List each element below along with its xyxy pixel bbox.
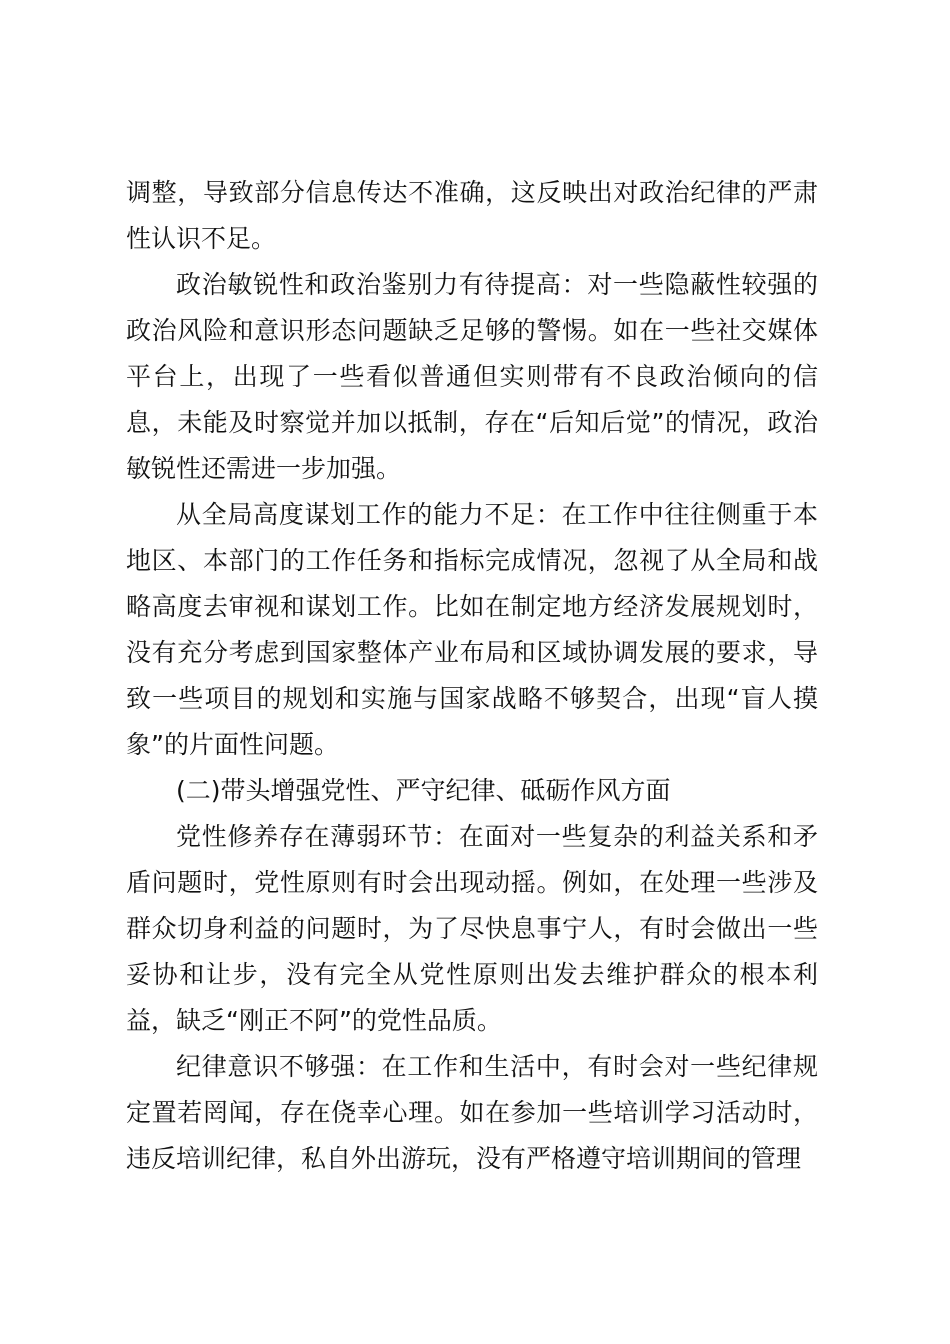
section-heading: (二)带头增强党性、严守纪律、砥砺作风方面	[176, 776, 671, 805]
document-body	[126, 170, 818, 1182]
paragraph-continuation: 调整，导致部分信息传达不准确，这反映出对政治纪律的严肃性认识不足。	[126, 178, 818, 253]
paragraph-overall-planning: 从全局高度谋划工作的能力不足：在工作中往往侧重于本地区、本部门的工作任务和指标完成情况，忽视了从全局和战略高度去审视和谋划工作。比如在制定地方经济发展规划时，没有充分考虑到国家整体产业布局和区域协调发展的要求，导致一些项目的规划和实施与国家战略不够契合，出现“盲人摸象”的片面性问题。	[126, 500, 818, 759]
paragraph-discipline: 纪律意识不够强：在工作和生活中，有时会对一些纪律规定置若罔闻，存在侥幸心理。如在参加一些培训学习活动时，违反培训纪律，私自外出游玩，没有严格遵守培训期间的管理	[126, 1052, 818, 1173]
paragraph-political-sensitivity: 政治敏锐性和政治鉴别力有待提高：对一些隐蔽性较强的政治风险和意识形态问题缺乏足够的警惕。如在一些社交媒体平台上，出现了一些看似普通但实则带有不良政治倾向的信息，未能及时察觉并加以抵制，存在“后知后觉”的情况，政治敏锐性还需进一步加强。	[126, 270, 818, 483]
paragraph-party-spirit: 党性修养存在薄弱环节：在面对一些复杂的利益关系和矛盾问题时，党性原则有时会出现动摇。例如，在处理一些涉及群众切身利益的问题时，为了尽快息事宁人，有时会做出一些妥协和让步，没有完全从党性原则出发去维护群众的根本利益，缺乏“刚正不阿”的党性品质。	[126, 822, 818, 1035]
